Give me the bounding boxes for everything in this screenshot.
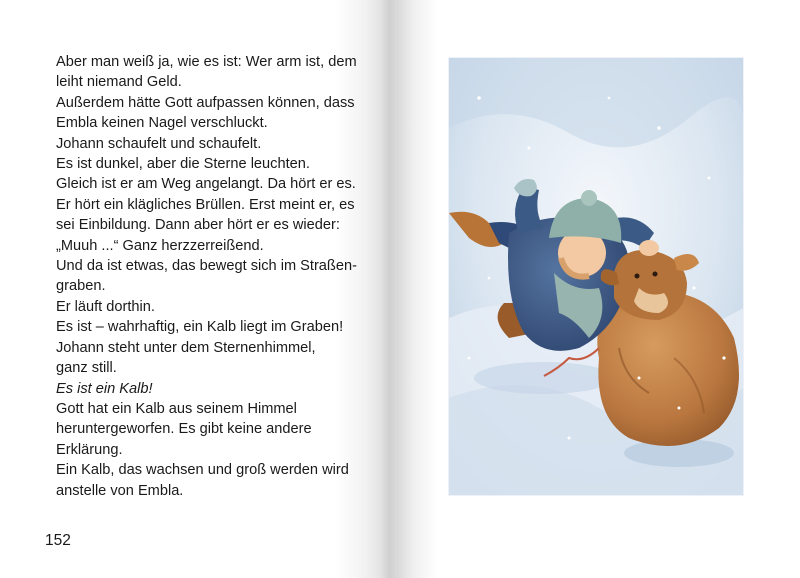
text-line: Gleich ist er am Weg angelangt. Da hört er es. xyxy=(56,176,356,193)
text-line: Johann steht unter dem Sternenhimmel, xyxy=(56,339,316,356)
text-line: heruntergeworfen. Es gibt keine andere xyxy=(56,421,312,438)
text-line: Embla keinen Nagel verschluckt. xyxy=(56,115,268,132)
left-page xyxy=(0,0,382,578)
text-line: Er hört ein klägliches Brüllen. Erst meint er, es xyxy=(56,196,355,213)
book-gutter xyxy=(382,0,397,578)
boy-hugging-calf-in-snow-illustration xyxy=(449,58,743,495)
text-line: Johann schaufelt und schaufelt. xyxy=(56,135,262,152)
text-line: sei Einbildung. Dann aber hört er es wieder: xyxy=(56,217,340,234)
text-line: Er läuft dorthin. xyxy=(56,298,155,315)
text-line: Außerdem hätte Gott aufpassen können, dass xyxy=(56,94,355,111)
text-line: leiht niemand Geld. xyxy=(56,74,182,91)
text-line: anstelle von Embla. xyxy=(56,482,184,499)
text-line: Es ist ein Kalb! xyxy=(56,380,153,397)
text-line: Aber man weiß ja, wie es ist: Wer arm ist, dem xyxy=(56,54,357,70)
text-line: „Muuh ...“ Ganz herzzerreißend. xyxy=(56,237,264,254)
text-line: Erklärung. xyxy=(56,441,123,458)
text-line: Gott hat ein Kalb aus seinem Himmel xyxy=(56,400,297,417)
page-number: 152 xyxy=(45,532,71,549)
text-line: Ein Kalb, das wachsen und groß werden wird xyxy=(56,462,349,479)
text-line: Es ist – wahrhaftig, ein Kalb liegt im Graben! xyxy=(56,319,344,336)
text-line: ganz still. xyxy=(56,360,117,377)
story-text xyxy=(56,52,376,501)
text-line: Es ist dunkel, aber die Sterne leuchten. xyxy=(56,156,310,173)
text-line: graben. xyxy=(56,278,106,295)
text-line: Und da ist etwas, das bewegt sich im Straßen- xyxy=(56,258,357,275)
illustration-artwork xyxy=(449,58,743,495)
